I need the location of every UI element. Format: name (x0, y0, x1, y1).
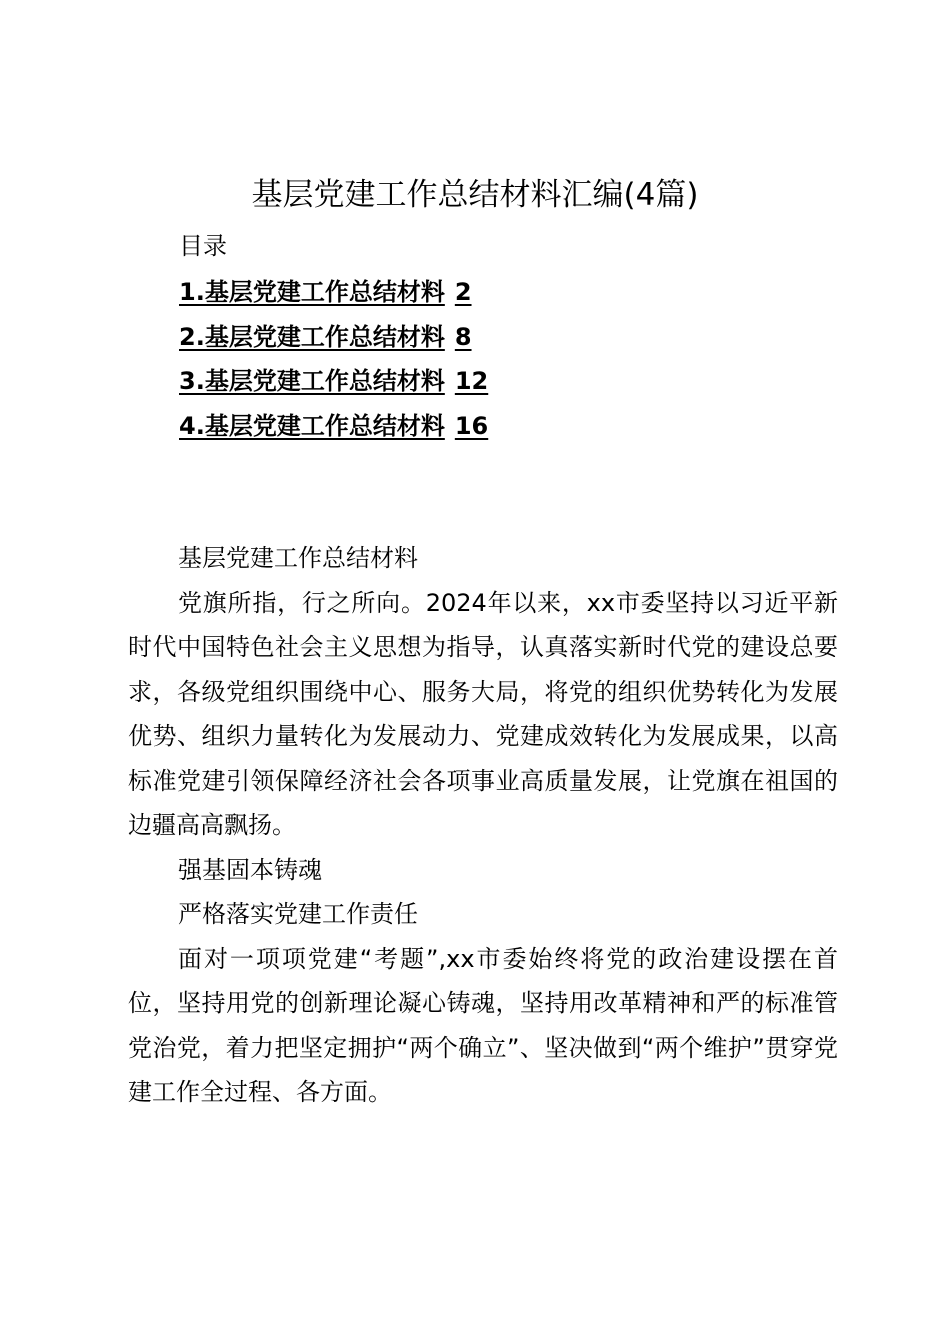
toc-page-number: 8 (454, 322, 472, 351)
toc-item (179, 404, 488, 449)
toc-item (179, 359, 488, 404)
table-of-contents (179, 270, 488, 448)
toc-link-4[interactable] (179, 412, 488, 440)
toc-link-2[interactable] (179, 323, 472, 351)
toc-label: 2.基层党建工作总结材料 (179, 322, 445, 351)
document-title: 基层党建工作总结材料汇编(4篇) (251, 177, 699, 213)
toc-label: 3.基层党建工作总结材料 (179, 367, 445, 395)
body-paragraph: 党旗所指，行之所向。2024年以来，xx市委坚持以习近平新时代中国特色社会主义思想为指导，认真落实新时代党的建设总要求，各级党组织围绕中心、服务大局，将党的组织优势转化为发展优势、组织力量转化为发展动力、党建成效转化为发展成果，以高标准党建引领保障经济社会各项事业高质量发展，让党旗在祖国的边疆高高飘扬。 (128, 588, 838, 839)
section-heading: 基层党建工作总结材料 (178, 544, 418, 572)
body-paragraph: 面对一项项党建“考题”,xx市委始终将党的政治建设摆在首位，坚持用党的创新理论凝心铸魂，坚持用改革精神和严的标准管党治党，着力把坚定拥护“两个确立”、坚决做到“两个维护”贯穿党建工作全过程、各方面。 (128, 944, 838, 1106)
document-body (128, 536, 838, 1115)
toc-label: 4.基层党建工作总结材料 (179, 411, 445, 440)
toc-item (179, 315, 488, 360)
section-subheading: 严格落实党建工作责任 (178, 900, 418, 928)
toc-page-number: 12 (454, 367, 489, 395)
toc-heading: 目录 (179, 232, 227, 260)
toc-page-number: 2 (454, 278, 472, 306)
toc-label: 1.基层党建工作总结材料 (179, 278, 445, 306)
section-subheading: 强基固本铸魂 (178, 855, 322, 884)
toc-page-number: 16 (454, 411, 489, 440)
toc-link-3[interactable] (179, 367, 488, 395)
toc-item (179, 270, 488, 315)
toc-link-1[interactable] (179, 278, 472, 306)
